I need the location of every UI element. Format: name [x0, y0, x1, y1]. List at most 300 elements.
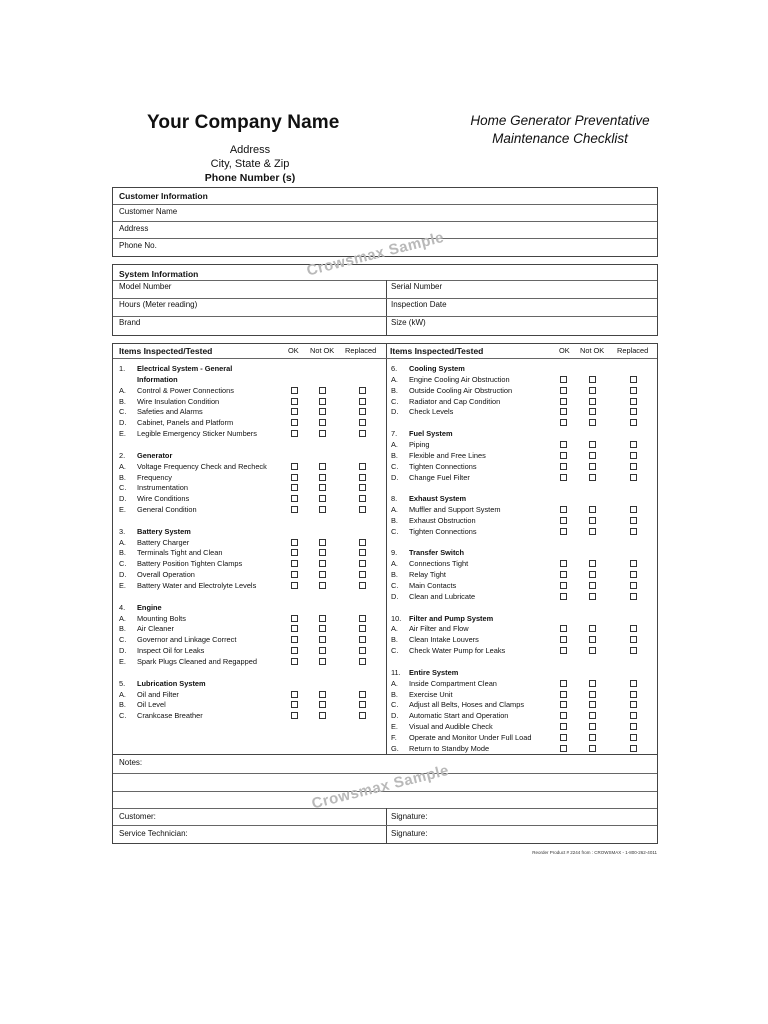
item-letter: A. [119, 613, 126, 623]
replaced-checkbox[interactable] [630, 593, 637, 600]
replaced-checkbox[interactable] [630, 723, 637, 730]
ok-checkbox[interactable] [560, 517, 567, 524]
item-letter: 2. [119, 450, 126, 460]
not-ok-checkbox[interactable] [319, 539, 326, 546]
item-letter: C. [391, 526, 399, 536]
item-letter: 3. [119, 526, 126, 536]
replaced-checkbox[interactable] [359, 484, 366, 491]
checklist-item [119, 407, 386, 417]
checklist-item [119, 592, 386, 602]
checklist-item [391, 722, 659, 732]
item-letter: A. [391, 559, 398, 569]
replaced-checkbox[interactable] [630, 560, 637, 567]
not-ok-checkbox[interactable] [319, 398, 326, 405]
replaced-checkbox[interactable] [630, 387, 637, 394]
replaced-checkbox[interactable] [630, 398, 637, 405]
not-ok-checkbox[interactable] [319, 495, 326, 502]
item-letter: B. [391, 635, 398, 645]
not-ok-checkbox[interactable] [319, 625, 326, 632]
item-label: Crankcase Breather [137, 711, 203, 721]
ok-checkbox[interactable] [291, 582, 298, 589]
checklist-item [119, 635, 386, 645]
replaced-checkbox[interactable] [359, 408, 366, 415]
ok-checkbox[interactable] [560, 571, 567, 578]
item-label: Check Levels [409, 407, 454, 417]
checklist-item [119, 418, 386, 428]
not-ok-checkbox[interactable] [319, 560, 326, 567]
checklist-item [119, 700, 386, 710]
ok-checkbox[interactable] [291, 625, 298, 632]
item-label: Transfer Switch [409, 548, 465, 558]
item-letter: C. [391, 700, 399, 710]
not-ok-checkbox[interactable] [589, 517, 596, 524]
checklist-item [119, 668, 386, 678]
replaced-checkbox[interactable] [630, 582, 637, 589]
item-label: Filter and Pump System [409, 613, 494, 623]
technician-name[interactable]: Service Technician: [119, 829, 188, 838]
checklist-item [391, 657, 659, 667]
not-ok-checkbox[interactable] [589, 419, 596, 426]
replaced-checkbox[interactable] [359, 625, 366, 632]
checklist-item [119, 483, 386, 493]
not-ok-checkbox[interactable] [319, 549, 326, 556]
replaced-checkbox[interactable] [359, 506, 366, 513]
section-heading [391, 614, 659, 624]
ok-checkbox[interactable] [291, 658, 298, 665]
not-ok-checkbox[interactable] [319, 484, 326, 491]
ok-checkbox[interactable] [560, 463, 567, 470]
ok-checkbox[interactable] [560, 419, 567, 426]
replaced-checkbox[interactable] [359, 474, 366, 481]
not-ok-checkbox[interactable] [589, 528, 596, 535]
ok-checkbox[interactable] [560, 647, 567, 654]
item-label: Air Filter and Flow [409, 624, 469, 634]
checklist-item [119, 657, 386, 667]
item-label: Radiator and Cap Condition [409, 396, 501, 406]
ok-checkbox[interactable] [560, 474, 567, 481]
replaced-checkbox[interactable] [630, 441, 637, 448]
item-label: Battery Water and Electrolyte Levels [137, 581, 257, 590]
checklist-item [391, 440, 659, 450]
technician-signature[interactable]: Signature: [391, 829, 428, 838]
checklist-item [391, 527, 659, 537]
watermark-top: Crowsmax Sample [305, 228, 446, 280]
customer-name-field[interactable]: Customer Name [119, 207, 178, 216]
ok-checkbox[interactable] [560, 441, 567, 448]
not-ok-checkbox[interactable] [319, 701, 326, 708]
item-label: Spark Plugs Cleaned and Regapped [137, 656, 257, 666]
ok-checkbox[interactable] [560, 452, 567, 459]
not-ok-checkbox[interactable] [589, 691, 596, 698]
checklist-item [119, 386, 386, 396]
checklist-item [391, 624, 659, 634]
item-label: Legible Emergency Sticker Numbers [137, 429, 257, 439]
ok-checkbox[interactable] [560, 398, 567, 405]
item-letter: B. [119, 548, 126, 558]
not-ok-checkbox[interactable] [589, 734, 596, 741]
ok-checkbox[interactable] [291, 549, 298, 556]
not-ok-checkbox[interactable] [589, 452, 596, 459]
replaced-checkbox[interactable] [630, 701, 637, 708]
checklist-item [391, 744, 659, 754]
item-label: Control & Power Connections [137, 385, 234, 395]
not-ok-checkbox[interactable] [319, 582, 326, 589]
item-letter: C. [119, 635, 127, 645]
company-address: Address [229, 144, 271, 156]
replaced-checkbox[interactable] [359, 549, 366, 556]
not-ok-checkbox[interactable] [319, 658, 326, 665]
replaced-checkbox[interactable] [359, 615, 366, 622]
item-label: Governor and Linkage Correct [137, 635, 237, 645]
item-label: Exhaust Obstruction [409, 515, 476, 525]
ok-checkbox[interactable] [291, 615, 298, 622]
item-label: Air Cleaner [137, 624, 174, 634]
replaced-checkbox[interactable] [630, 647, 637, 654]
checklist-item [119, 581, 386, 591]
not-ok-checkbox[interactable] [319, 408, 326, 415]
replaced-checkbox[interactable] [630, 452, 637, 459]
serial-number-field[interactable]: Serial Number [391, 282, 443, 291]
not-ok-checkbox[interactable] [319, 387, 326, 394]
replaced-checkbox[interactable] [630, 506, 637, 513]
not-ok-checkbox[interactable] [319, 430, 326, 437]
item-letter: C. [391, 461, 399, 471]
item-letter: B. [391, 515, 398, 525]
checklist-item [391, 635, 659, 645]
item-label: Battery Charger [137, 537, 190, 547]
replaced-checkbox[interactable] [630, 463, 637, 470]
not-ok-checkbox[interactable] [589, 701, 596, 708]
watermark-bottom: Crowsmax Sample [310, 761, 451, 813]
not-ok-checkbox[interactable] [589, 582, 596, 589]
document-title [452, 112, 668, 148]
item-label: Terminals Tight and Clean [137, 548, 223, 558]
replaced-checkbox[interactable] [359, 463, 366, 470]
ok-checkbox[interactable] [560, 691, 567, 698]
item-letter: D. [391, 591, 399, 601]
checklist-item [119, 494, 386, 504]
customer-address-field[interactable]: Address [119, 224, 149, 233]
not-ok-checkbox[interactable] [589, 376, 596, 383]
ok-checkbox[interactable] [560, 745, 567, 752]
section-heading [391, 429, 659, 439]
item-label: Information [137, 374, 178, 384]
item-letter: D. [119, 570, 127, 580]
checklist-item [391, 483, 659, 493]
not-ok-checkbox[interactable] [589, 408, 596, 415]
reorder-footer: Reorder Product # 2244 from : CROWSMAX - 1-800-262-4011 [532, 850, 657, 855]
ok-checkbox[interactable] [291, 495, 298, 502]
item-letter: A. [391, 439, 398, 449]
item-label: Frequency [137, 472, 172, 482]
replaced-checkbox[interactable] [359, 701, 366, 708]
title-line-2: Maintenance Checklist [492, 131, 628, 146]
ok-checkbox[interactable] [291, 636, 298, 643]
replaced-checkbox[interactable] [630, 419, 637, 426]
checklist-item [391, 418, 659, 428]
replaced-checkbox[interactable] [359, 495, 366, 502]
ok-checkbox[interactable] [291, 398, 298, 405]
not-ok-checkbox[interactable] [589, 723, 596, 730]
ok-checkbox[interactable] [291, 539, 298, 546]
not-ok-checkbox[interactable] [319, 615, 326, 622]
item-label: Instrumentation [137, 483, 188, 493]
not-ok-checkbox[interactable] [319, 419, 326, 426]
section-heading [391, 668, 659, 678]
replaced-checkbox[interactable] [630, 691, 637, 698]
item-label: Piping [409, 439, 430, 449]
ok-checkbox[interactable] [291, 712, 298, 719]
notes-section [112, 755, 658, 844]
replaced-checkbox[interactable] [630, 571, 637, 578]
checklist-item [119, 429, 386, 439]
checklist-item [391, 407, 659, 417]
not-ok-checkbox[interactable] [319, 571, 326, 578]
checklist-item [391, 538, 659, 548]
not-ok-checkbox[interactable] [319, 691, 326, 698]
ok-checkbox[interactable] [560, 376, 567, 383]
replaced-checkbox[interactable] [630, 474, 637, 481]
item-label: Inspect Oil for Leaks [137, 646, 205, 656]
ok-checkbox[interactable] [560, 593, 567, 600]
item-label: Change Fuel Filter [409, 472, 470, 482]
checklist-item [119, 548, 386, 558]
replaced-checkbox[interactable] [359, 691, 366, 698]
not-ok-checkbox[interactable] [589, 647, 596, 654]
section-heading [119, 451, 386, 461]
not-ok-checkbox[interactable] [589, 636, 596, 643]
item-label: Exhaust System [409, 494, 467, 504]
not-ok-checkbox[interactable] [589, 593, 596, 600]
items-section [112, 343, 658, 755]
item-label: General Condition [137, 505, 197, 515]
ok-checkbox[interactable] [560, 636, 567, 643]
replaced-checkbox[interactable] [630, 745, 637, 752]
item-letter: A. [391, 678, 398, 688]
item-letter: E. [119, 429, 126, 439]
item-letter: 6. [391, 364, 398, 373]
not-ok-checkbox[interactable] [589, 441, 596, 448]
customer-phone-field[interactable]: Phone No. [119, 241, 157, 250]
item-label: Wire Insulation Condition [137, 396, 220, 406]
inspection-date-field[interactable]: Inspection Date [391, 300, 447, 309]
item-letter: 10. [391, 613, 402, 623]
item-letter: C. [391, 581, 399, 590]
item-label: Entire System [409, 667, 459, 677]
not-ok-checkbox[interactable] [319, 506, 326, 513]
checklist-item [119, 646, 386, 656]
notes-label[interactable]: Notes: [119, 758, 143, 767]
not-ok-checkbox[interactable] [589, 506, 596, 513]
not-ok-checkbox[interactable] [589, 745, 596, 752]
col-ok-right: OK [559, 346, 570, 355]
not-ok-checkbox[interactable] [589, 560, 596, 567]
section-heading [391, 364, 659, 374]
not-ok-checkbox[interactable] [589, 463, 596, 470]
not-ok-checkbox[interactable] [319, 636, 326, 643]
replaced-checkbox[interactable] [630, 680, 637, 687]
item-label: Muffler and Support System [409, 505, 501, 515]
ok-checkbox[interactable] [560, 408, 567, 415]
replaced-checkbox[interactable] [630, 376, 637, 383]
replaced-checkbox[interactable] [359, 582, 366, 589]
item-letter: B. [119, 700, 126, 710]
checklist-item [391, 462, 659, 472]
ok-checkbox[interactable] [291, 430, 298, 437]
not-ok-checkbox[interactable] [319, 712, 326, 719]
item-letter: A. [391, 505, 398, 515]
item-label: Safeties and Alarms [137, 407, 203, 417]
item-label: Engine Cooling Air Obstruction [409, 374, 510, 384]
item-label: Flexible and Free Lines [409, 450, 486, 460]
checklist-item [119, 711, 386, 721]
item-label: Exercise Unit [409, 689, 453, 699]
item-letter: D. [119, 646, 127, 656]
item-label: Main Contacts [409, 581, 457, 590]
item-letter: B. [391, 385, 398, 395]
brand-field[interactable]: Brand [119, 318, 141, 327]
ok-checkbox[interactable] [560, 582, 567, 589]
ok-checkbox[interactable] [291, 408, 298, 415]
replaced-checkbox[interactable] [359, 539, 366, 546]
ok-checkbox[interactable] [560, 560, 567, 567]
checklist-item [391, 646, 659, 656]
ok-checkbox[interactable] [291, 474, 298, 481]
item-label: Automatic Start and Operation [409, 711, 509, 721]
item-label: Oil Level [137, 700, 166, 710]
replaced-checkbox[interactable] [359, 658, 366, 665]
ok-checkbox[interactable] [560, 625, 567, 632]
customer-signature-name[interactable]: Customer: [119, 812, 156, 821]
ok-checkbox[interactable] [291, 484, 298, 491]
replaced-checkbox[interactable] [359, 647, 366, 654]
item-label: Generator [137, 450, 173, 460]
checklist-item [119, 440, 386, 450]
replaced-checkbox[interactable] [630, 528, 637, 535]
ok-checkbox[interactable] [291, 419, 298, 426]
not-ok-checkbox[interactable] [589, 712, 596, 719]
not-ok-checkbox[interactable] [589, 571, 596, 578]
item-label: Tighten Connections [409, 526, 477, 536]
company-name: Your Company Name [147, 112, 340, 133]
item-label: Tighten Connections [409, 461, 477, 471]
item-label: Engine [137, 602, 162, 612]
checklist-item [391, 570, 659, 580]
not-ok-checkbox[interactable] [589, 680, 596, 687]
size-field[interactable]: Size (kW) [391, 318, 426, 327]
item-letter: F. [391, 732, 397, 742]
item-letter: 9. [391, 548, 398, 558]
item-label: Check Water Pump for Leaks [409, 646, 506, 656]
section-heading [119, 603, 386, 613]
replaced-checkbox[interactable] [359, 398, 366, 405]
checklist-item [391, 516, 659, 526]
ok-checkbox[interactable] [560, 387, 567, 394]
not-ok-checkbox[interactable] [589, 398, 596, 405]
item-letter: C. [391, 396, 399, 406]
ok-checkbox[interactable] [291, 691, 298, 698]
item-letter: E. [119, 656, 126, 666]
ok-checkbox[interactable] [291, 463, 298, 470]
not-ok-checkbox[interactable] [589, 474, 596, 481]
item-label: Mounting Bolts [137, 613, 186, 623]
checklist-item [391, 592, 659, 602]
not-ok-checkbox[interactable] [589, 625, 596, 632]
checklist-item [391, 397, 659, 407]
ok-checkbox[interactable] [560, 528, 567, 535]
section-heading [119, 679, 386, 689]
customer-info-heading: Customer Information [119, 191, 208, 201]
ok-checkbox[interactable] [560, 680, 567, 687]
col-notok-left: Not OK [310, 346, 335, 355]
not-ok-checkbox[interactable] [589, 387, 596, 394]
ok-checkbox[interactable] [291, 506, 298, 513]
item-label: Voltage Frequency Check and Recheck [137, 461, 267, 471]
replaced-checkbox[interactable] [359, 430, 366, 437]
checklist-item [391, 679, 659, 689]
item-letter: B. [119, 472, 126, 482]
ok-checkbox[interactable] [560, 712, 567, 719]
replaced-checkbox[interactable] [359, 387, 366, 394]
ok-checkbox[interactable] [560, 734, 567, 741]
item-letter: C. [119, 711, 127, 721]
hours-field[interactable]: Hours (Meter reading) [119, 300, 198, 309]
replaced-checkbox[interactable] [630, 734, 637, 741]
item-letter: 4. [119, 602, 126, 612]
ok-checkbox[interactable] [291, 701, 298, 708]
replaced-checkbox[interactable] [359, 419, 366, 426]
replaced-checkbox[interactable] [630, 517, 637, 524]
customer-signature[interactable]: Signature: [391, 812, 428, 821]
ok-checkbox[interactable] [291, 560, 298, 567]
checklist-item [119, 538, 386, 548]
ok-checkbox[interactable] [560, 723, 567, 730]
ok-checkbox[interactable] [291, 387, 298, 394]
ok-checkbox[interactable] [560, 506, 567, 513]
ok-checkbox[interactable] [291, 571, 298, 578]
item-letter: 5. [119, 678, 126, 688]
ok-checkbox[interactable] [560, 701, 567, 708]
items-heading-right: Items Inspected/Tested [390, 346, 484, 356]
section-heading [119, 375, 386, 385]
ok-checkbox[interactable] [291, 647, 298, 654]
item-letter: C. [119, 559, 127, 569]
replaced-checkbox[interactable] [359, 712, 366, 719]
section-heading [391, 494, 659, 504]
replaced-checkbox[interactable] [630, 408, 637, 415]
item-letter: E. [391, 722, 398, 732]
replaced-checkbox[interactable] [630, 636, 637, 643]
items-left-column [113, 344, 386, 754]
replaced-checkbox[interactable] [630, 712, 637, 719]
model-number-field[interactable]: Model Number [119, 282, 172, 291]
replaced-checkbox[interactable] [359, 560, 366, 567]
col-replaced-left: Replaced [345, 346, 377, 355]
item-label: Battery System [137, 526, 191, 536]
replaced-checkbox[interactable] [630, 625, 637, 632]
not-ok-checkbox[interactable] [319, 647, 326, 654]
item-label: Operate and Monitor Under Full Load [409, 732, 532, 742]
replaced-checkbox[interactable] [359, 636, 366, 643]
replaced-checkbox[interactable] [359, 571, 366, 578]
not-ok-checkbox[interactable] [319, 463, 326, 470]
item-label: Connections Tight [409, 559, 469, 569]
col-ok-left: OK [288, 346, 299, 355]
item-label: Oil and Filter [137, 689, 179, 699]
not-ok-checkbox[interactable] [319, 474, 326, 481]
item-label: Clean and Lubricate [409, 591, 476, 601]
checklist-item [119, 462, 386, 472]
